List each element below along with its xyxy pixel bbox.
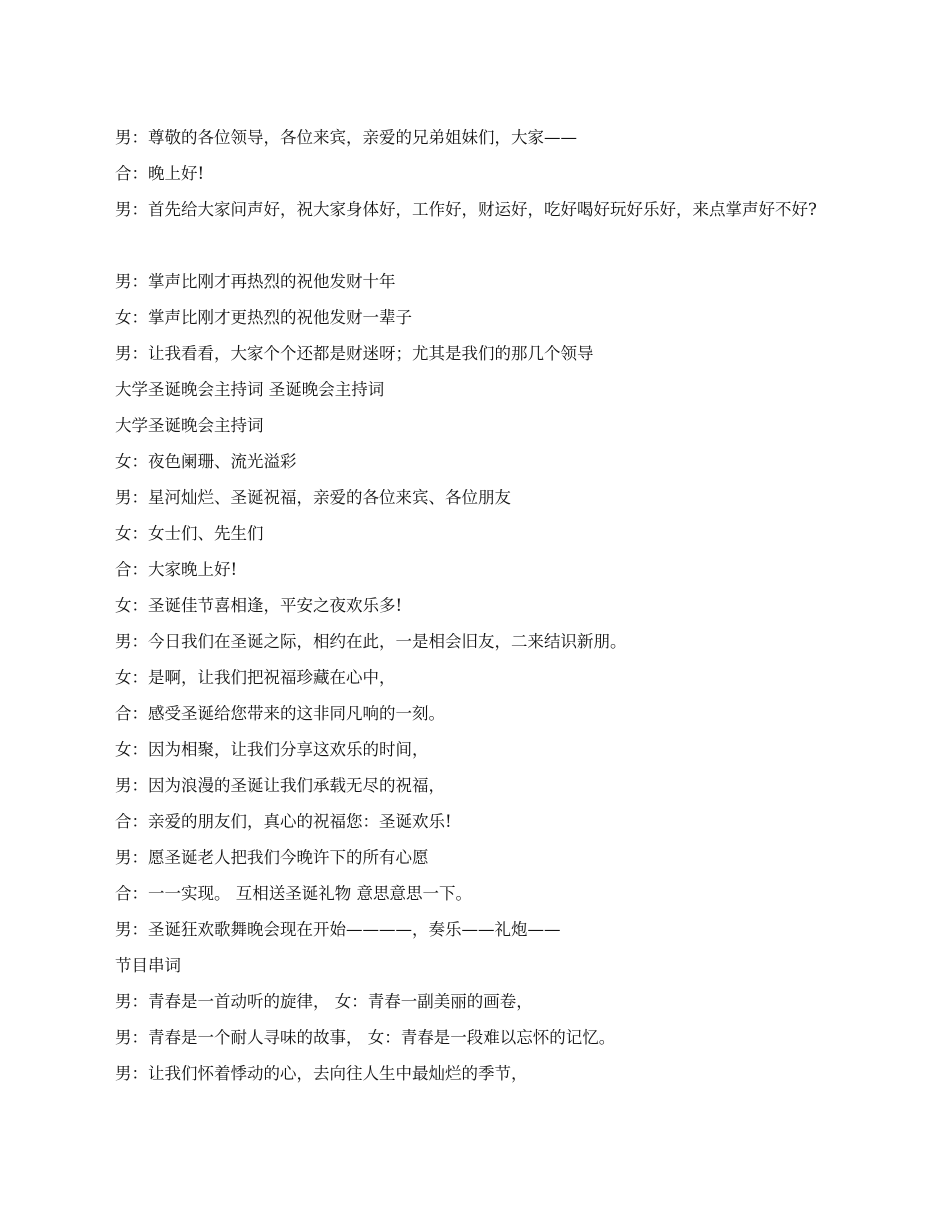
text-line: 合：亲爱的朋友们，真心的祝福您：圣诞欢乐!	[115, 812, 452, 831]
section-heading: 大学圣诞晚会主持词	[115, 416, 264, 435]
text-line: 男：让我们怀着悸动的心，去向往人生中最灿烂的季节，	[115, 1064, 528, 1083]
text-line: 女：夜色阑珊、流光溢彩	[115, 452, 297, 471]
text-line: 男：让我看看，大家个个还都是财迷呀；尤其是我们的那几个领导	[115, 344, 594, 363]
text-line: 女：是啊，让我们把祝福珍藏在心中，	[115, 668, 396, 687]
text-line: 女：因为相聚，让我们分享这欢乐的时间，	[115, 740, 429, 759]
text-line: 女：掌声比刚才更热烈的祝他发财一辈子	[115, 308, 412, 327]
text-line: 合：晚上好!	[115, 164, 205, 183]
text-line: 男：今日我们在圣诞之际，相约在此，一是相会旧友，二来结识新朋。	[115, 632, 627, 651]
text-line: 男：因为浪漫的圣诞让我们承载无尽的祝福，	[115, 776, 445, 795]
text-line: 合：大家晚上好!	[115, 560, 238, 579]
text-line: 男：圣诞狂欢歌舞晚会现在开始————，奏乐——礼炮——	[115, 920, 561, 939]
text-line: 男：青春是一个耐人寻味的故事， 女：青春是一段难以忘怀的记忆。	[115, 1028, 616, 1047]
text-line: 男：掌声比刚才再热烈的祝他发财十年	[115, 272, 396, 291]
text-line: 男：青春是一首动听的旋律， 女：青春一副美丽的画卷，	[115, 992, 533, 1011]
section-heading: 节目串词	[115, 956, 181, 975]
section-heading: 大学圣诞晚会主持词 圣诞晚会主持词	[115, 380, 385, 399]
text-line: 男：首先给大家问声好，祝大家身体好，工作好，财运好，吃好喝好玩好乐好，来点掌声好不好?	[115, 200, 817, 219]
text-line: 女：女士们、先生们	[115, 524, 264, 543]
text-line: 合：感受圣诞给您带来的这非同凡响的一刻。	[115, 704, 445, 723]
text-line: 男：星河灿烂、圣诞祝福，亲爱的各位来宾、各位朋友	[115, 488, 511, 507]
text-line: 男：尊敬的各位领导，各位来宾，亲爱的兄弟姐妹们，大家——	[115, 128, 577, 147]
text-line: 合：一一实现。 互相送圣诞礼物 意思意思一下。	[115, 884, 472, 903]
document-body	[115, 126, 845, 1098]
text-line: 女：圣诞佳节喜相逢，平安之夜欢乐多!	[115, 596, 403, 615]
text-line: 男：愿圣诞老人把我们今晚许下的所有心愿	[115, 848, 429, 867]
